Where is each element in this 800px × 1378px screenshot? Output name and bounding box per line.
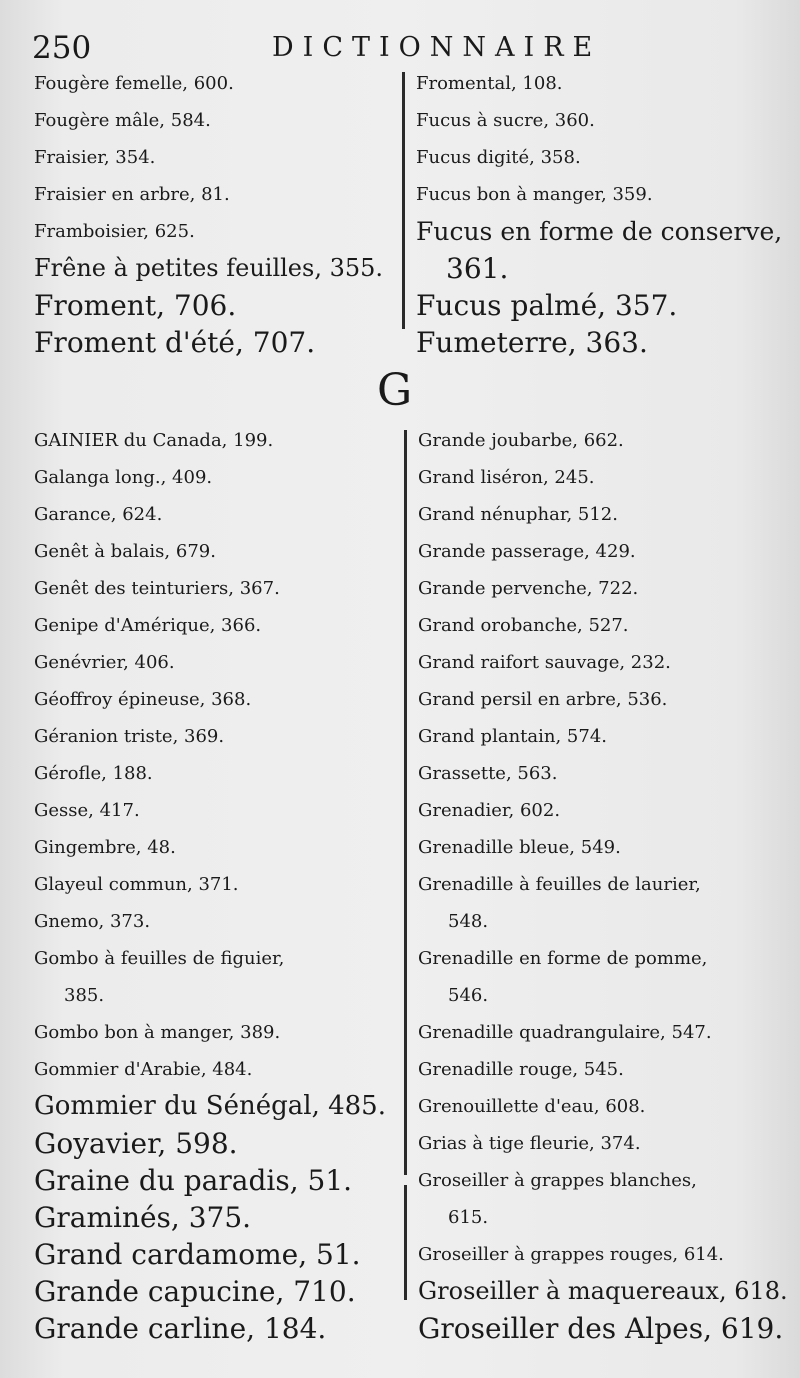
index-column-f-right [416, 65, 782, 361]
index-column-f-left [34, 65, 383, 361]
index-entry: Grassette, 563. [418, 763, 558, 784]
index-entry: Grenouillette d'eau, 608. [418, 1096, 646, 1117]
index-entry: Fumeterre, 363. [416, 326, 648, 359]
index-entry: Fraisier en arbre, 81. [34, 184, 230, 205]
index-entry: Fucus en forme de conserve, [416, 217, 783, 246]
column-rule-g-lower [404, 1185, 407, 1300]
index-entry: Glayeul commun, 371. [34, 874, 239, 895]
index-entry: Frêne à petites feuilles, 355. [34, 254, 384, 282]
index-entry: Grande joubarbe, 662. [418, 430, 624, 451]
index-entry: Genêt à balais, 679. [34, 541, 216, 562]
running-title: DICTIONNAIRE [272, 32, 602, 63]
index-entry: Graine du paradis, 51. [34, 1164, 353, 1197]
index-entry: GAINIER du Canada, 199. [34, 430, 274, 451]
index-entry: Grand orobanche, 527. [418, 615, 629, 636]
index-entry: Garance, 624. [34, 504, 163, 525]
index-entry: Genêt des teinturiers, 367. [34, 578, 280, 599]
index-entry: Froment, 706. [34, 289, 237, 322]
index-entry: Gombo bon à manger, 389. [34, 1022, 281, 1043]
index-entry: Géranion triste, 369. [34, 726, 225, 747]
index-entry: Grand nénuphar, 512. [418, 504, 618, 525]
index-entry: Gérofle, 188. [34, 763, 153, 784]
index-entry: Grenadier, 602. [418, 800, 561, 821]
index-column-g-right [418, 422, 788, 1347]
index-entry: Grand cardamome, 51. [34, 1238, 361, 1271]
index-entry: Grand liséron, 245. [418, 467, 595, 488]
index-entry: Galanga long., 409. [34, 467, 213, 488]
index-entry: Grand persil en arbre, 536. [418, 689, 668, 710]
index-entry: Grand plantain, 574. [418, 726, 607, 747]
index-entry: Froment d'été, 707. [34, 326, 316, 359]
index-entry: Grand raifort sauvage, 232. [418, 652, 671, 673]
index-entry: Fraisier, 354. [34, 147, 156, 168]
index-entry: Gommier du Sénégal, 485. [34, 1091, 386, 1121]
index-entry: Grenadille quadrangulaire, 547. [418, 1022, 712, 1043]
index-entry: Grenadille bleue, 549. [418, 837, 621, 858]
index-entry: Gesse, 417. [34, 800, 140, 821]
index-entry: Genipe d'Amérique, 366. [34, 615, 262, 636]
index-entry: Fucus digité, 358. [416, 147, 581, 168]
index-entry: Grande capucine, 710. [34, 1275, 356, 1308]
index-entry: Grenadille à feuilles de laurier, [418, 874, 701, 895]
index-entry: Fucus à sucre, 360. [416, 110, 595, 131]
index-entry: Gommier d'Arabie, 484. [34, 1059, 253, 1080]
index-entry: Gnemo, 373. [34, 911, 151, 932]
page-number: 250 [32, 30, 92, 66]
index-entry: Grande passerage, 429. [418, 541, 636, 562]
index-entry: Groseiller à grappes rouges, 614. [418, 1244, 724, 1265]
index-entry: Grande pervenche, 722. [418, 578, 639, 599]
index-entry: Goyavier, 598. [34, 1127, 238, 1160]
index-entry: Géoffroy épineuse, 368. [34, 689, 252, 710]
index-entry: 548. [448, 911, 489, 932]
index-entry: Groseiller des Alpes, 619. [418, 1312, 784, 1345]
running-header [32, 30, 768, 70]
index-entry: Grenadille en forme de pomme, [418, 948, 708, 969]
index-entry: Gombo à feuilles de figuier, [34, 948, 285, 969]
index-entry: Framboisier, 625. [34, 221, 195, 242]
index-entry: Groseiller à grappes blanches, [418, 1170, 697, 1191]
index-entry: Grenadille rouge, 545. [418, 1059, 624, 1080]
index-entry: Fougère mâle, 584. [34, 110, 211, 131]
index-column-g-left [34, 422, 386, 1347]
column-rule-g-upper [404, 430, 407, 1175]
index-entry: Grande carline, 184. [34, 1312, 327, 1345]
index-entry: 615. [448, 1207, 489, 1228]
index-entry: 385. [64, 985, 105, 1006]
index-entry: Fougère femelle, 600. [34, 73, 234, 94]
index-entry: Graminés, 375. [34, 1201, 252, 1234]
index-entry: Fucus palmé, 357. [416, 289, 678, 322]
index-entry: Gingembre, 48. [34, 837, 176, 858]
index-entry: 546. [448, 985, 489, 1006]
section-letter: G [377, 365, 413, 416]
index-entry: 361. [446, 252, 509, 285]
index-entry: Fromental, 108. [416, 73, 563, 94]
index-entry: Fucus bon à manger, 359. [416, 184, 653, 205]
index-entry: Genévrier, 406. [34, 652, 175, 673]
column-rule-top [402, 72, 405, 329]
index-entry: Grias à tige fleurie, 374. [418, 1133, 641, 1154]
index-entry: Groseiller à maquereaux, 618. [418, 1277, 788, 1305]
